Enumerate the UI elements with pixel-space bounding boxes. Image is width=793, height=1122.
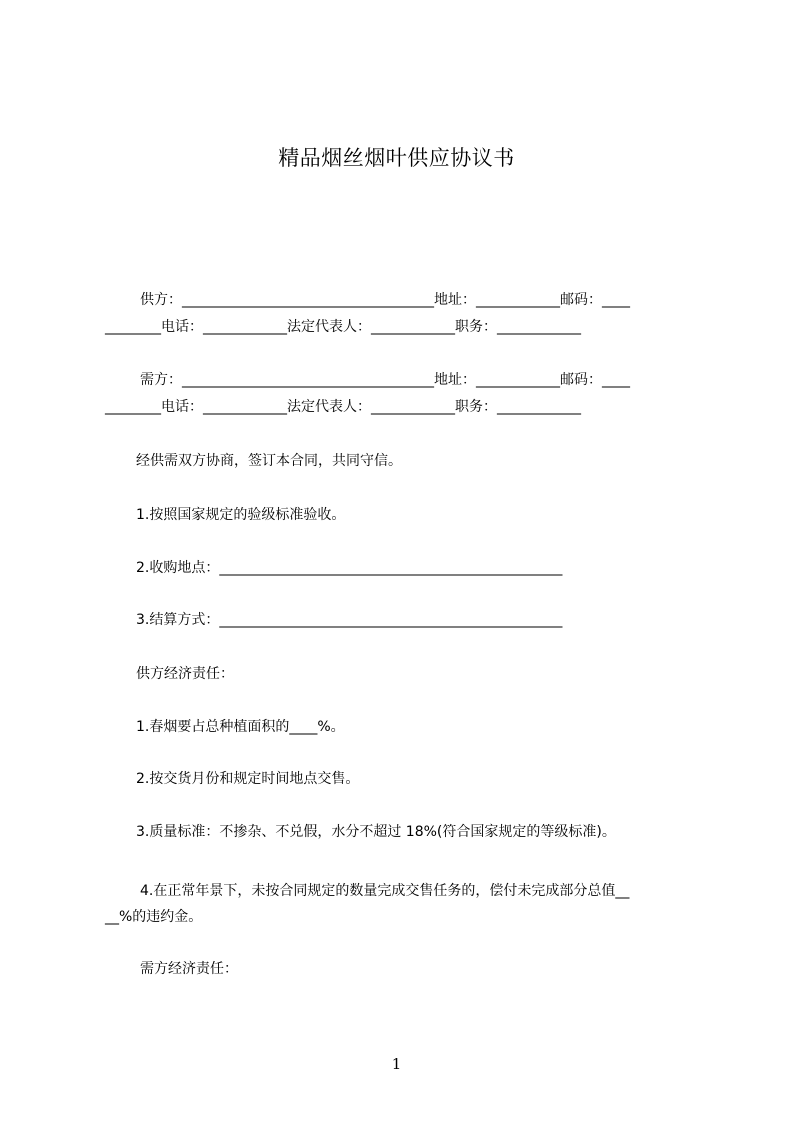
- supplier-info-line-2: ________电话：____________法定代表人：____________职务：____________: [105, 319, 581, 335]
- buyer-info-line-2: ________电话：____________法定代表人：____________职务：____________: [105, 399, 581, 415]
- page-number: 1: [391, 1055, 402, 1073]
- term-inspection: 1.按照国家规定的验级标准验收。: [136, 507, 346, 523]
- supplier-duty-item: 3.质量标准：不掺杂、不兑假，水分不超过 18%(符合国家规定的等级标准)。: [136, 824, 616, 840]
- supplier-duty-item: 2.按交货月份和规定时间地点交售。: [136, 771, 360, 787]
- document-title: 精品烟丝烟叶供应协议书: [278, 146, 515, 170]
- supplier-duty-item-continued: __%的违约金。: [105, 909, 203, 925]
- supplier-info-line-1: 供方：____________________________________地址：____________邮码：____: [140, 292, 630, 308]
- buyer-info-line-1: 需方：____________________________________地址：____________邮码：____: [140, 372, 630, 388]
- supplier-duty-item: 4.在正常年景下，未按合同规定的数量完成交售任务的，偿付未完成部分总值__: [140, 883, 630, 899]
- term-settlement-method: 3.结算方式：_________________________________________________: [136, 612, 563, 628]
- intro-paragraph: 经供需双方协商，签订本合同，共同守信。: [136, 453, 402, 469]
- term-purchase-location: 2.收购地点：_________________________________________________: [136, 560, 563, 576]
- supplier-duty-item: 1.春烟要占总种植面积的____%。: [136, 719, 345, 735]
- supplier-duties-heading: 供方经济责任：: [136, 666, 234, 682]
- buyer-duties-heading: 需方经济责任：: [140, 961, 238, 977]
